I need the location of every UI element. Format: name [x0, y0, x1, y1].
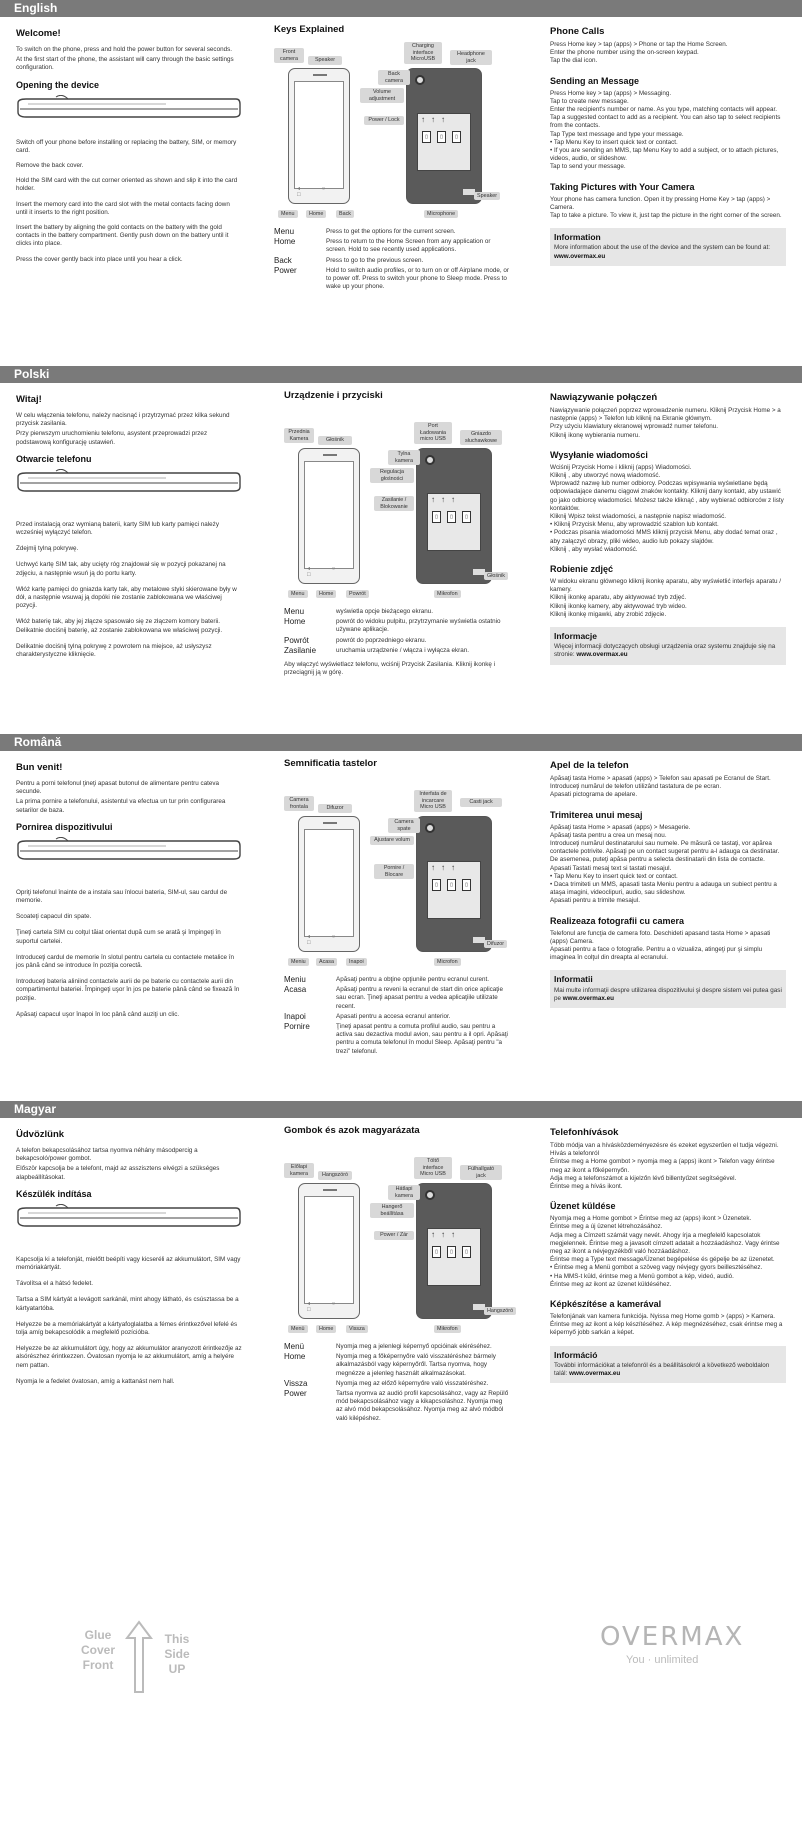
phone-front: ◂ ○ □: [288, 68, 350, 204]
section-header-bar: [0, 734, 802, 751]
calls-line: Adja meg a telefonszámot a kijelzőn lévő billentyűzet segítségével.: [550, 1174, 737, 1182]
label-back-camera: Camera spate: [388, 818, 420, 833]
key-description: Tartsa nyomva az audió profil kapcsolásához, vagy az Repülő mód bekapcsolásához vagy a kikapcsoláshoz. Nyomja meg az alvó mód bekapcsolásához. Nyomja meg az alvó módból való kilépéshez.: [336, 1390, 509, 1422]
welcome-paragraph: A telefon bekapcsolásához tartsa nyomva néhány másodpercig a bekapcsoló/power gombot.: [16, 1147, 198, 1163]
label-volume: Hangerő beállítása: [370, 1203, 414, 1218]
message-line: Nyomja meg a Home gombot > Érintse meg az (apps) ikont > Üzenetek.: [550, 1215, 752, 1223]
label-headphone-jack: Gniazdo słuchawkowe: [460, 430, 502, 445]
photo-title: Képkészítése a kamerával: [550, 1299, 662, 1310]
photo-title: Taking Pictures with Your Camera: [550, 181, 695, 192]
language-title: Polski: [14, 367, 50, 381]
message-line: Press Home key > tap (apps) > Messaging.: [550, 89, 672, 97]
label-speaker: Speaker: [308, 56, 342, 65]
label-microphone: Mikrofon: [434, 1325, 461, 1333]
opening-step: Insert the battery by aligning the gold contacts on the battery with the gold contacts in the battery compartment. Gently push down on the battery until it clicks into place.: [16, 224, 229, 248]
message-line: • Tap Menu Key to insert quick text or contact.: [550, 138, 678, 146]
welcome-title: Welcome!: [16, 28, 61, 39]
message-title: Trimiterea unui mesaj: [550, 809, 643, 820]
glue-text-line: Front: [82, 1658, 114, 1672]
label-back-camera: Hátlapi kamera: [388, 1185, 420, 1200]
cover-removal-illustration: [16, 837, 242, 863]
label-menu-key: Meniu: [288, 958, 309, 966]
key-description: Apăsaţi pentru a obţine opţiunile pentru ecranul curent.: [336, 976, 489, 983]
keys-note: Aby włączyć wyświetlacz telefonu, wciśnij Przycisk Zasilania. Kliknij ikonkę i przeciągnij ją w górę.: [284, 661, 496, 677]
label-volume: Regulacja głośności: [370, 468, 414, 483]
label-back-speaker: Difuzor: [484, 940, 507, 948]
key-name: Menu: [274, 227, 295, 236]
keys-table: [284, 1343, 510, 1425]
photo-line: Kliknij ikonkę aparatu, aby aktywować tryb zdjęć.: [550, 594, 687, 602]
key-row: [284, 1353, 510, 1378]
label-menu-key: Menü: [288, 1325, 308, 1333]
key-row: [274, 228, 510, 236]
device-diagram: [274, 44, 514, 224]
message-line: Kliknij , aby utworzyć nową wiadomość.: [550, 472, 661, 480]
opening-step: Kapcsolja ki a telefonját, mielőtt beépíti vagy kicseréli az akkumulátort, SIM vagy memóriakártyát.: [16, 1255, 241, 1272]
message-line: Enter the recipient's number or name. As you type, matching contacts will appear. Tap a suggested contact to add as a recipient. You can also tap to select recipients from the contacts.: [550, 106, 781, 130]
message-line: • If you are sending an MMS, tap Menu Key to add a subject, or to attach pictures, videos, audio, or slideshow.: [550, 147, 779, 163]
side-text-line: This: [164, 1632, 190, 1646]
device-diagram: [284, 792, 524, 972]
key-name: Back: [274, 255, 292, 265]
language-title: Română: [14, 735, 62, 749]
cover-removal-illustration: [16, 469, 242, 495]
label-power: Zasilanie / Blokowanie: [374, 496, 414, 511]
key-description: wyświetla opcje bieżącego ekranu.: [336, 608, 433, 615]
information-url[interactable]: www.overmax.eu: [576, 651, 628, 659]
language-title: Magyar: [14, 1102, 57, 1116]
key-name: Home: [274, 237, 296, 247]
key-description: Hold to switch audio profiles, or to turn on or off Airplane mode, or to power off. Press to switch your phone to Sleep mode. Press to wake up your phone.: [326, 266, 509, 291]
keys-title: Urządzenie i przyciski: [284, 390, 383, 401]
information-box: [550, 970, 786, 1008]
key-name: Zasilanie: [284, 645, 317, 655]
calls-line: Apasati pictograma de apelare.: [550, 791, 638, 799]
key-description: powrót do poprzedniego ekranu.: [336, 636, 427, 644]
glue-cover-front-text: [78, 1628, 118, 1673]
label-home-key: Home: [316, 1325, 336, 1333]
welcome-paragraph: W celu włączenia telefonu, należy nacisnąć i przytrzymać przez kilka sekund przycisk zasilania.: [16, 412, 230, 428]
information-title: Informatii: [554, 974, 593, 985]
information-text: Mai multe informaţii despre utilizarea dispozitivului şi despre sistem vei putea gasi pe: [554, 986, 782, 1002]
label-back-speaker: Speaker: [474, 192, 500, 200]
opening-step: Ţineţi cartela SIM cu colţul tăiat orientat după cum se arată şi împingeţi în suportul cartelei.: [16, 929, 221, 945]
message-line: Apasati pentru a trimite mesajul.: [550, 897, 640, 905]
label-power: Power / Zár: [374, 1231, 414, 1240]
information-url[interactable]: www.overmax.eu: [562, 994, 614, 1002]
key-name: Vissza: [284, 1378, 308, 1388]
label-volume: Ajustare volum: [370, 836, 414, 845]
information-url[interactable]: www.overmax.eu: [554, 252, 606, 260]
glue-text-line: Cover: [80, 1643, 115, 1657]
information-text: Więcej informacji dotyczących obsługi urządzenia oraz systemu znajduje się na stronie:: [554, 643, 776, 659]
section-header-bar: [0, 0, 802, 17]
key-description: Nyomja meg a jelenlegi képernyő opcióinak eléréséhez.: [336, 1343, 492, 1350]
device-diagram: [284, 424, 524, 604]
information-text: További információkat a telefonról és a beállításokról a következő weboldalon talál:: [554, 1361, 770, 1378]
keys-title: Keys Explained: [274, 24, 345, 35]
label-headphone-jack: Headphone jack: [450, 50, 492, 65]
welcome-paragraph: Przy pierwszym uruchomieniu telefonu, asystent przeprowadzi przez podstawową konfigurację ustawień.: [16, 430, 208, 446]
message-line: • Érintse meg a Menü gombot a szöveg vagy névjegy gyors beillesztéséhez.: [550, 1264, 763, 1272]
label-home-key: Acasa: [316, 958, 337, 966]
section-header-bar: [0, 366, 802, 383]
opening-title: Otwarcie telefonu: [16, 453, 92, 464]
photo-title: Realizeaza fotografii cu camera: [550, 915, 685, 926]
glue-text-line: Glue: [84, 1628, 112, 1642]
message-line: Wprowadź nazwę lub numer odbiorcy. Podczas wpisywania wyświetlane będą odpowiadające danemu ciągowi znaków kontakty. Kliknij dany kontakt, aby ustawić go jako odbiorcę wiadomości. Możesz także kliknąć , aby wybierać odbiorców z listy kontaktów.: [550, 480, 784, 512]
opening-step: Press the cover gently back into place until you hear a click.: [16, 255, 183, 263]
message-title: Wysyłanie wiadomości: [550, 449, 648, 460]
photo-line: Telefonul are funcţia de camera foto. Deschideti apasand tasta Home > apasati (apps) Camera.: [550, 929, 771, 945]
photo-line: Érintse meg az ikont a kép készítéséhez. A kép megnézéséhez, csak érintse meg a képernyő jobb sarkán a képet.: [550, 1321, 783, 1337]
label-menu-key: Menu: [278, 210, 298, 218]
label-charging-interface: Port Ładowania micro USB: [414, 422, 452, 444]
key-row: [284, 1023, 510, 1056]
key-name: Pornire: [284, 1022, 310, 1032]
message-line: • Ha MMS-t küld, érintse meg a Menü gombot a kép, videó, audió.: [550, 1272, 734, 1280]
opening-step: Helyezze be az akkumulátort úgy, hogy az akkumulátor aranyozott érintkezője az alsórészhez érintkezzen. Óvatosan nyomja le az akkumulátort, amíg a helyére nem pattan.: [16, 1345, 242, 1369]
welcome-title: Bun venit!: [16, 762, 63, 773]
keys-table: [274, 228, 510, 293]
calls-line: Hívás a telefonról: [550, 1150, 600, 1158]
photo-title: Robienie zdjęć: [550, 564, 614, 575]
calls-line: Introduceţi numărul de telefon utilizând tastatura de pe ecran.: [550, 783, 722, 791]
keys-table: [284, 976, 510, 1058]
label-front-camera: Előlapi kamera: [284, 1163, 314, 1178]
photo-line: Your phone has camera function. Open it by pressing Home Key > tap (apps) > Camera.: [550, 195, 771, 211]
welcome-paragraph: At the first start of the phone, the assistant will carry through the basic settings configuration.: [16, 56, 234, 72]
device-diagram: [284, 1159, 524, 1339]
label-front-camera: Front camera: [274, 48, 304, 63]
information-url[interactable]: www.overmax.eu: [569, 1370, 621, 1378]
phone-front: ◂ ○ □: [298, 448, 360, 584]
key-name: Menü: [284, 1342, 305, 1351]
opening-step: Uchwyć kartę SIM tak, aby ucięty róg znajdował się w pozycji pokazanej na zdjęciu, a następnie wsuń ją do portu karty.: [16, 561, 226, 577]
photo-line: Tap to take a picture. To view it, just tap the picture in the right corner of the screen.: [550, 212, 782, 220]
welcome-paragraph: Először kapcsolja be a telefont, majd az asszisztens elvégzi a szükséges alapbeállításokat.: [16, 1165, 220, 1181]
side-text-line: UP: [168, 1662, 186, 1676]
label-back-key: Powrót: [346, 590, 369, 598]
label-power: Pornire / Blocare: [374, 864, 414, 879]
opening-step: Switch off your phone before installing or replacing the battery, SIM, or memory card.: [16, 138, 237, 154]
section-header-bar: [0, 1101, 802, 1118]
message-line: Introduceţi numărul destinatarului sau numele. Pe măsură ce tastaţi, vor apărea contactele potrivite. Apăsaţi pe un contact sugerat pentru a-l adauga ca destinatar. De asemenea, puteţi apăsa pentru a selecta destinatarii din lista de contacte.: [550, 840, 780, 864]
key-description: Press to go to the previous screen.: [326, 256, 424, 264]
key-name: Meniu: [284, 975, 306, 984]
label-microphone: Microfon: [434, 958, 461, 966]
opening-step: Hold the SIM card with the cut corner oriented as shown and slip it into the card holder.: [16, 177, 238, 193]
label-charging-interface: Interfata de incarcare Micro USB: [414, 790, 452, 812]
message-line: Apasati Tastati mesaj text si tastati mesajul.: [550, 864, 672, 872]
opening-step: Tartsa a SIM kártyát a levágott sarkánál, mint ahogy látható, és csúsztassa be a kártyatartóba.: [16, 1296, 239, 1312]
label-speaker: Hangszóró: [318, 1171, 352, 1180]
message-line: Tap to create new message.: [550, 97, 629, 105]
information-text: More information about the use of the device and the system can be found at:: [554, 244, 770, 252]
label-charging-interface: Charging interface MicroUSB: [404, 42, 442, 64]
logo-tagline: You · unlimited: [626, 1654, 699, 1666]
key-name: Inapoi: [284, 1011, 306, 1021]
opening-step: Introduceţi bateria aliniind contactele aurii de pe baterie cu contactele aurii din compartimentul bateriei. Împingeţi uşor în jos pe baterie până când se fixează în poziţie.: [16, 978, 240, 1002]
phone-back: ▯ ▯ ▯ ↑↑↑: [406, 68, 482, 204]
photo-line: Telefonjának van kamera funkciója. Nyissa meg Home gomb > (apps) > Kamera.: [550, 1313, 776, 1321]
key-description: Press to return to the Home Screen from any application or screen. Hold to see recently used applications.: [326, 238, 491, 254]
key-row: [284, 976, 510, 984]
opening-step: Zdejmij tylną pokrywę.: [16, 545, 79, 553]
label-headphone-jack: Casti jack: [460, 798, 502, 807]
key-row: [274, 238, 510, 254]
calls-line: Press Home key > tap (apps) > Phone or tap the Home Screen.: [550, 41, 728, 48]
opening-step: Włóż kartę pamięci do gniazda karty tak, aby metalowe styki skierowane były w dół, a następnie wsuwaj ją dopóki nie zostanie zablokowana we właściwej pozycji.: [16, 585, 237, 610]
key-name: Home: [284, 1352, 306, 1362]
message-line: • Daca trimiteti un MMS, apasati tasta Meniu pentru a adauga un subiect pentru a ataşa imagini, videoclipuri, audio, sau slideshow.: [550, 881, 777, 897]
keys-table: [284, 608, 510, 677]
keys-title: Semnificatia tastelor: [284, 758, 377, 769]
information-box: [550, 228, 786, 266]
key-name: Home: [284, 617, 306, 627]
opening-step: Delikatnie dociśnij tylną pokrywę z powrotem na miejsce, aż usłyszysz charakterystyczne kliknięcie.: [16, 642, 212, 659]
label-front-camera: Przednia Kamera: [284, 428, 314, 443]
keys-title: Gombok és azok magyarázata: [284, 1125, 420, 1136]
message-line: Tap Type text message and type your message.: [550, 130, 684, 138]
phone-back: ▯ ▯ ▯ ↑↑↑: [416, 816, 492, 952]
cover-removal-illustration: [16, 95, 242, 121]
key-row: [284, 608, 510, 616]
message-line: Kliknij , aby wysłać wiadomość.: [550, 545, 638, 553]
message-line: • Podczas pisania wiadomości MMS kliknij przycisk Menu, aby dodać temat oraz , aby załączyć obrazy, pliki wideo, audio lub pokazy slajdów.: [550, 529, 778, 545]
label-headphone-jack: Fülhallgató jack: [460, 1165, 502, 1180]
label-speaker: Difuzor: [318, 804, 352, 813]
welcome-paragraph: La prima pornire a telefonului, asistentul va efectua un tur prin configurarea setarilor de baza.: [16, 798, 226, 814]
calls-line: Érintse meg a hívás ikont.: [550, 1183, 623, 1191]
key-row: [284, 637, 510, 645]
opening-step: Nyomja le a fedelet óvatosan, amíg a kattanást nem hall.: [16, 1377, 175, 1385]
key-name: Powrót: [284, 635, 309, 645]
right-column: [550, 26, 786, 266]
left-column: [16, 28, 242, 271]
key-description: Apasati pentru a accesa ecranul anterior.: [336, 1012, 451, 1020]
right-column: [550, 1127, 786, 1383]
key-name: Menu: [284, 607, 305, 616]
welcome-paragraph: Pentru a porni telefonul ţineţi apasat butonul de alimentare pentru cateva secunde.: [16, 780, 220, 796]
information-box: [550, 1346, 786, 1384]
message-line: Érintse meg a új üzenet létrehozásához.: [550, 1223, 663, 1231]
key-row: [284, 618, 510, 634]
overmax-logo: OVERMAX: [600, 1622, 745, 1652]
opening-title: Pornirea dispozitivului: [16, 821, 113, 832]
phone-front: ◂ ○ □: [298, 816, 360, 952]
side-text-line: Side: [164, 1647, 190, 1661]
label-charging-interface: Töltő interface Micro USB: [414, 1157, 452, 1179]
label-back-key: Vissza: [346, 1325, 368, 1333]
opening-step: Remove the back cover.: [16, 162, 84, 170]
photo-line: Apasati pentru a face o fotografie. Pentru a o vizualiza, atingeţi pur şi simplu imaginea în colţul din dreapta al ecranului.: [550, 946, 763, 962]
message-line: Adja meg a Címzett számát vagy nevét. Ahogy írja a megfelelő kapcsolatok megjelennek. Érintse meg a javasolt címzett adatait a hozzáadáshoz. Vagy érintse meg az ikont a névjegyzékből való hozzáadáshoz.: [550, 1231, 780, 1256]
key-description: Apăsaţi pentru a reveni la ecranul de start din orice aplicaţie sau ecran. Ţineţi apasat pentru a vedea aplicaţiile utilizate recent.: [336, 986, 503, 1010]
key-description: Nyomja meg a főképernyőre való visszatéréshez bármely alkalmazásból vagy képernyőről. Tartsa nyomva, hogy megnézze a jelenleg használt alkalmazásokat.: [336, 1353, 496, 1377]
up-arrow-icon: [124, 1620, 154, 1694]
message-line: Wciśnij Przycisk Home i kliknij (apps) Wiadomości.: [550, 463, 692, 471]
opening-step: Opriţi telefonul înainte de a instala sau înlocui bateria, SIM-ul, sau cardul de memorie.: [16, 888, 228, 905]
calls-title: Telefonhívások: [550, 1127, 619, 1138]
information-title: Information: [554, 232, 601, 243]
calls-title: Phone Calls: [550, 26, 605, 37]
calls-line: Enter the phone number using the on-screen keypad.: [550, 49, 699, 57]
opening-step: Helyezze be a memóriakártyát a kártyafoglalatba a fémes érintkezővel lefelé és tolja amíg bekapcsolódik a megfelelő pozícióba.: [16, 1320, 238, 1337]
message-line: Tap to send your message.: [550, 163, 626, 171]
calls-line: Kliknij ikonę wybierania numeru.: [550, 431, 640, 439]
cover-removal-illustration: [16, 1204, 242, 1230]
key-row: [284, 1380, 510, 1388]
key-name: Power: [284, 1389, 307, 1399]
label-home-key: Home: [316, 590, 336, 598]
label-home-key: Home: [306, 210, 326, 218]
key-description: Ţineţi apasat pentru a comuta profilul audio, sau pentru a activa sau dezactiva modul avion, sau pentru a il opri. Apăsaţi pentru a comuta telefonul în modul Sleep. Apăsaţi pentru "a trezi" telefonul.: [336, 1023, 508, 1055]
label-menu-key: Menu: [288, 590, 308, 598]
label-volume: Volume adjustment: [360, 88, 404, 103]
this-side-up-text: [160, 1632, 194, 1677]
calls-line: Több módja van a hívásközdeményezésre és ezeket egyszerűen el tudja végezni.: [550, 1142, 779, 1149]
label-microphone: Mikrofon: [434, 590, 461, 598]
key-name: Acasa: [284, 985, 307, 995]
label-speaker: Głośnik: [318, 436, 352, 445]
label-back-camera: Back camera: [378, 70, 410, 85]
message-line: Érintse meg a Type text message/Üzenet begépelése és gépelje be az üzenetet.: [550, 1256, 775, 1264]
language-title: English: [14, 1, 58, 15]
left-column: [16, 1129, 242, 1394]
photo-line: W widoku ekranu głównego kliknij ikonkę aparatu, aby wyświetlić interfejs aparatu / kamery.: [550, 578, 781, 594]
key-row: [284, 1390, 510, 1423]
opening-step: Włóż baterię tak, aby jej złącze spasowało się ze złączem komory baterii. Delikatnie dociśnij baterię, aż zostanie zablokowana we właściwej pozycji.: [16, 618, 223, 634]
opening-step: Insert the memory card into the card slot with the metal contacts facing down until it inserts to the right position.: [16, 200, 230, 216]
phone-back: ▯ ▯ ▯ ↑↑↑: [416, 1183, 492, 1319]
label-back-camera: Tylna kamera: [388, 450, 420, 465]
opening-step: Scoateţi capacul din spate.: [16, 913, 92, 921]
information-title: Információ: [554, 1349, 598, 1360]
key-row: [284, 1343, 510, 1351]
message-line: • Tap Menu Key to insert quick text or contact.: [550, 872, 678, 880]
left-column: [16, 394, 242, 667]
welcome-title: Üdvözlünk: [16, 1129, 65, 1140]
key-description: powrót do widoku pulpitu, przytrzymanie wyświetla ostatnio używane aplikacje.: [336, 618, 501, 634]
opening-step: Introduceţi cardul de memorie în slotul pentru cartela cu contactele metalice în jos până când se introduce în poziţia corectă.: [16, 953, 235, 970]
opening-step: Apăsaţi capacul uşor înapoi în loc până când auziţi un clic.: [16, 1010, 180, 1018]
photo-line: Kliknij ikonkę kamery, aby aktywować tryb wideo.: [550, 602, 687, 610]
right-column: [550, 760, 786, 1008]
opening-title: Készülék indítása: [16, 1188, 92, 1199]
welcome-title: Witaj!: [16, 394, 42, 405]
calls-line: Przy użyciu klawiatury ekranowej wprowadź numer telefonu.: [550, 423, 718, 431]
opening-step: Távolítsa el a hátsó fedelet.: [16, 1280, 94, 1288]
opening-step: Przed instalacją oraz wymianą baterii, karty SIM lub karty pamięci należy wcześniej wyłączyć telefon.: [16, 520, 219, 537]
photo-line: Kliknij ikonkę migawki, aby zrobić zdjęcie.: [550, 610, 667, 618]
message-line: Apăsaţi tasta pentru a crea un mesaj nou.: [550, 831, 667, 839]
label-back-speaker: Głośnik: [484, 572, 508, 580]
key-row: [284, 647, 510, 655]
calls-line: Apăsaţi tasta Home > apasati (apps) > Telefon sau apasati pe Ecranul de Start.: [550, 775, 771, 782]
label-power: Power / Lock: [364, 116, 404, 125]
key-row: [274, 257, 510, 265]
message-line: • Kliknij Przycisk Menu, aby wprowadzić szablon lub kontakt.: [550, 521, 719, 529]
key-row: [284, 1013, 510, 1021]
calls-line: Érintse meg a Home gombot > nyomja meg a (apps) ikont > Telefon vagy érintse meg az ikont a főképernyőn.: [550, 1158, 775, 1174]
phone-back: ▯ ▯ ▯ ↑↑↑: [416, 448, 492, 584]
message-title: Sending an Message: [550, 75, 640, 86]
opening-title: Opening the device: [16, 79, 100, 90]
key-name: Power: [274, 265, 297, 275]
right-column: [550, 392, 786, 665]
message-line: Érintse meg az ikont az üzenet küldéséhez.: [550, 1280, 672, 1288]
calls-line: Tap the dial icon.: [550, 57, 598, 65]
key-description: Press to get the options for the current screen.: [326, 228, 456, 235]
label-back-key: Back: [336, 210, 354, 218]
key-row: [274, 267, 510, 292]
message-title: Üzenet küldése: [550, 1201, 616, 1212]
label-microphone: Microphone: [424, 210, 458, 218]
label-back-speaker: Hangszóró: [484, 1307, 516, 1315]
key-row: [284, 986, 510, 1011]
calls-title: Apel de la telefon: [550, 760, 629, 771]
information-title: Informacje: [554, 631, 597, 642]
message-line: Apăsaţi tasta Home > apasati (apps) > Mesagerie.: [550, 823, 691, 831]
calls-title: Nawiązywanie połączeń: [550, 392, 658, 403]
information-box: [550, 627, 786, 665]
key-description: uruchamia urządzenie / włącza i wyłącza ekran.: [336, 646, 469, 654]
phone-front: ◂ ○ □: [298, 1183, 360, 1319]
label-back-key: Inapoi: [346, 958, 367, 966]
message-line: Kliknij Wpisz tekst wiadomości, a następnie napisz wiadomość.: [550, 513, 727, 521]
welcome-paragraph: To switch on the phone, press and hold the power button for several seconds.: [16, 46, 232, 53]
label-front-camera: Camera frontala: [284, 796, 314, 811]
left-column: [16, 762, 242, 1027]
calls-line: Nawiązywanie połączeń poprzez wprowadzenie numeru. Kliknij Przycisk Home > a następnie (apps) > Telefon lub kliknij na Ekranie głównym.: [550, 407, 781, 423]
key-description: Nyomja meg az előző képernyőre való visszatéréshez.: [336, 1379, 489, 1387]
